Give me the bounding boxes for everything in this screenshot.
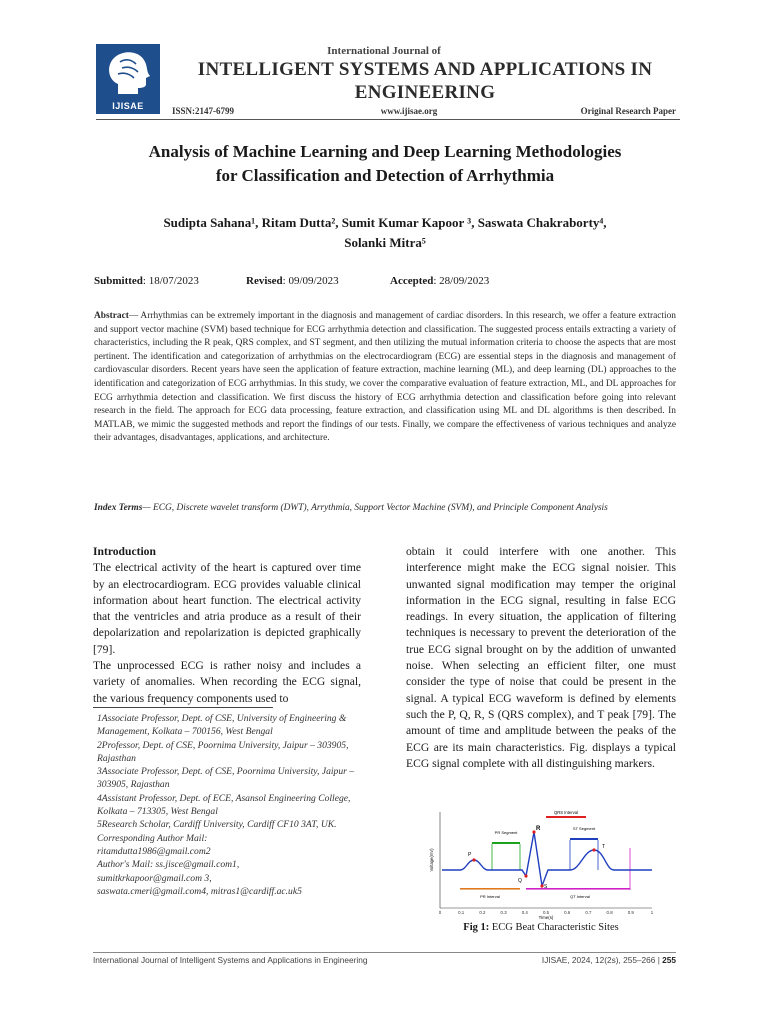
page-number: 255 [662,955,676,965]
y-axis-label: Voltage(mV) [429,848,434,872]
footnote-email-1: ritamdutta1986@gmail.com2 [97,845,211,857]
submitted-label: Submitted [94,275,143,287]
revised-label: Revised [246,275,283,287]
x-axis-label: Time(s) [538,915,554,920]
x-tick-label: 0 [438,910,442,915]
authors-line-1: Sudipta Sahana¹, Ritam Dutta², Sumit Kumar Kapoor ³, Saswata Chakraborty⁴, [163,215,607,230]
q-label: Q [518,878,522,884]
index-terms [94,502,676,515]
qt-interval-bar [526,888,630,890]
revised-date [246,275,339,287]
left-column [93,544,361,707]
footnote-2: 2Professor, Dept. of CSE, Poornima University, Jaipur – 303905, Rajasthan [97,739,349,764]
submitted-date [94,275,199,287]
x-ticks [439,910,654,915]
index-terms-label: Index Terms [94,503,143,513]
x-tick-label: 0.2 [479,910,486,915]
submitted-value: : 18/07/2023 [142,275,199,287]
abstract [94,310,676,446]
t-peak-marker [592,848,595,851]
footnote-email-4: saswata.cmeri@gmail.com4, mitras1@cardiff.ac.uk5 [97,885,302,897]
figure-caption-text: ECG Beat Characteristic Sites [489,922,619,933]
intro-paragraph-1: The electrical activity of the heart is captured over time by an electrocardiogram. ECG provides valuable clinical information about heart function. The electrical activity that the ventricles and atria produce as a result of their depolarization and repolarization is depicted graphically [79]. [93,561,361,656]
journal-name: INTELLIGENT SYSTEMS AND APPLICATIONS IN ENGINEERING [197,59,653,103]
s-label: S [544,884,548,890]
qrs-interval-bar [546,816,586,818]
journal-of-label: International Journal of [327,45,441,57]
accepted-value: : 28/09/2023 [433,275,490,287]
header-rule [96,119,680,120]
x-tick-label: 0.1 [458,910,465,915]
x-tick-label: 0.8 [606,910,613,915]
title-line-1: Analysis of Machine Learning and Deep Learning Methodologies [148,142,622,161]
x-tick-label: 0.6 [564,910,571,915]
footer-citation [542,955,676,965]
issn: ISSN:2147-6799 [172,106,235,116]
intro-paragraph-2: The unprocessed ECG is rather noisy and includes a variety of anomalies. When recording the ECG signal, the various frequency components used to [93,659,361,705]
r-label: R [536,826,541,832]
x-tick-label: 0.4 [521,910,528,915]
figure-caption-label: Fig 1: [463,922,490,933]
footnote-3: 3Associate Professor, Dept. of CSE, Poornima University, Jaipur – 303905, Rajasthan [97,766,355,791]
journal-website[interactable]: www.ijisae.org [380,106,438,116]
ecg-figure [430,808,656,920]
t-label: T [602,844,606,850]
pr-segment-bar [492,842,520,844]
footer-citation-text: IJISAE, 2024, 12(2s), 255–266 | [541,955,663,965]
affiliation-footnotes [97,712,367,898]
pr-segment-label: PR Segment [494,830,518,835]
footnote-separator [93,707,273,708]
title-line-2: for Classification and Detection of Arrhythmia [215,166,555,185]
accepted-date [390,275,489,287]
paper-title [60,140,710,188]
right-column: obtain it could interfere with one another. This interference might make the ECG signal noisier. This unwanted signal modification may temper the original information in the ECG signal, resulting in false ECG readings. In every situation, the application of filtering techniques is necessary to prevent the deterioration of the true ECG signal brought on by the addition of unwanted noise. When selecting an efficient filter, one must consider the type of noise that could be present in the signal. A typical ECG waveform is defined by elements such the P, Q, R, S (QRS complex), and T peak [79]. The amount of time and amplitude between the peaks of the ECG are its main characteristics. Fig. displays a typical ECG signal complete with all distinguishing markers. [406,545,676,770]
footer-journal: International Journal of Intelligent Systems and Applications in Engineering [93,955,368,965]
pr-interval-bar [460,888,520,890]
section-heading-introduction: Introduction [93,545,156,558]
x-tick-label: 1 [650,910,654,915]
footnote-5: 5Research Scholar, Cardiff University, Cardiff CF10 3AT, UK. [97,819,337,831]
pr-interval-label: PR Interval [480,894,500,899]
abstract-text: — Arrhythmias can be extremely important in the diagnosis and management of cardiac disorders. In this research, we offer a feature extraction and support vector machine (SVM) based technique for ECG arrhythmia detection and classification. The suggested process entails extracting a variety of characteristics, including the R peak, QRS complex, and ST segment, and then utilizing the mutual information criteria to choose the aspects that are most pertinent. The identification and categorization of arrhythmias on the electrocardiogram (ECG) are essential steps in the diagnosis and management of cardiovascular disorders. Recent years have seen the application of feature extraction, machine learning (ML), and deep learning (DL) approaches to the identification and categorization of ECG arrhythmias. In this study, we cover the comparative evaluation of feature extraction, ML, and DL approaches for ECG arrhythmia detection and classification. We first discuss the history of ECG arrhythmia detection and classification before going into relevant research in the field. The approach for ECG data processing, feature extraction, and classification using ML and DL algorithms is then described. In MATLAB, we mimic the suggested methods and report the findings of our tests. Finally, we compare the effectiveness of various techniques and analyze their advantages, disadvantages, applications, and architecture. [94,311,676,444]
figure-caption [406,922,676,933]
x-tick-label: 0.7 [585,910,592,915]
logo-text: IJISAE [112,101,144,111]
x-tick-label: 0.5 [542,910,550,915]
footnote-1: 1Associate Professor, Dept. of CSE, University of Engineering & Management, Kolkata – 700156, West Bengal [97,713,347,738]
p-peak-marker [472,858,475,861]
authors [80,213,690,253]
abstract-label: Abstract [94,311,129,321]
q-peak-marker [524,874,527,877]
p-label: P [468,852,472,858]
qt-interval-label: QT Interval [570,894,590,899]
footnote-email-3: sumitkrkapoor@gmail.com 3, [97,872,212,884]
paper-type: Original Research Paper [580,106,676,116]
index-terms-text: — ECG, Discrete wavelet transform (DWT), Arrythmia, Support Vector Machine (SVM), and Principle Component Analysis [142,503,608,513]
x-tick-label: 0.9 [627,910,634,915]
x-tick-label: 0.3 [500,910,507,915]
st-segment-label: ST Segment [572,826,596,831]
footnote-4: 4Assistant Professor, Dept. of ECE, Asansol Engineering College, Kolkata – 713305, West Bengal [97,792,351,818]
authors-line-2: Solanki Mitra⁵ [344,235,426,250]
footnote-corresponding: Corresponding Author Mail: [97,832,208,844]
footer-rule [93,952,676,953]
footnote-email-2: Author's Mail: ss.jisce@gmail.com1, [97,859,240,871]
accepted-label: Accepted [390,275,434,287]
qrs-interval-label: QRS Interval [554,810,578,815]
revised-value: : 09/09/2023 [282,275,339,287]
st-segment-bar [570,838,598,840]
